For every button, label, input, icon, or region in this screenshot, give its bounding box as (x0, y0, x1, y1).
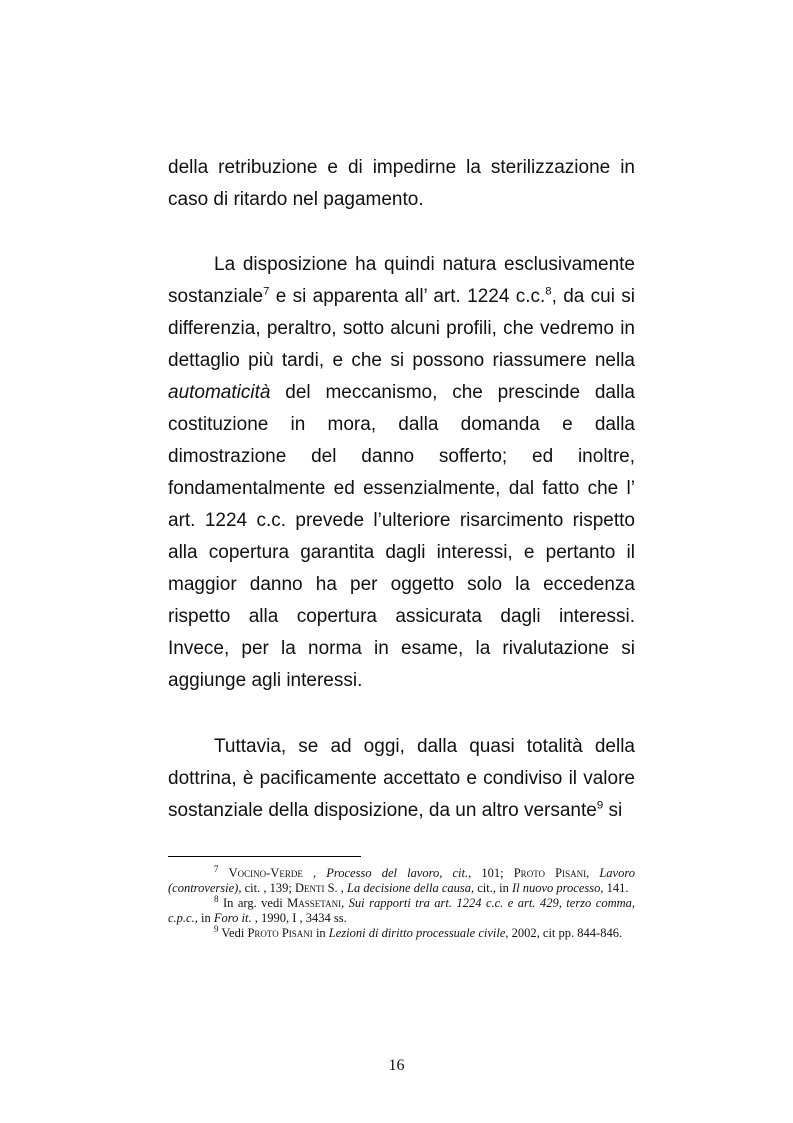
text-span: cit., in (474, 881, 512, 895)
emphasis-automaticita: automaticità (168, 382, 271, 403)
footnote-title: Il nuovo processo, (511, 881, 604, 895)
footnote-7 (168, 863, 636, 896)
text-span: La disposizione ha quindi natura esclusivamente sostanziale (168, 254, 635, 307)
text-span: 2002, cit pp. 844-846. (508, 926, 623, 940)
footnote-ref-9[interactable]: 9 (596, 799, 604, 812)
footnote-author: Proto Pisani (247, 926, 313, 940)
text-span: 141. (603, 881, 629, 895)
footnote-separator (168, 856, 361, 857)
footnote-title: Processo del lavoro, cit., (326, 866, 472, 880)
footnote-title: Lezioni di diritto processuale civile, (328, 926, 509, 940)
text-span: cit. , 139; (241, 881, 295, 895)
text-span: del meccanismo, che prescinde dalla costituzione in mora, dalla domanda e dalla dimostrazione del danno sofferto; ed inoltre, fondamentalmente ed essenzialmente, dal fatto che l’ art. 1224 c.c. prevede l’ulteriore risarcimento rispetto alla copertura garantita dagli interessi, e pertanto il maggior danno ha per oggetto solo la eccedenza rispetto alla copertura assicurata dagli interessi. Invece, per la norma in esame, la rivalutazione si aggiunge agli interessi. (168, 382, 635, 691)
footnote-title: Sui rapporti tra art. 1224 c.c. e art. 429, terzo comma, c.p.c., (168, 896, 635, 925)
text-span: in (197, 911, 214, 925)
paragraph-text (168, 731, 635, 827)
footnote-author: Massetani (287, 896, 342, 910)
footnote-title: Lavoro (controversie), (168, 866, 636, 895)
paragraph-tuttavia (168, 731, 635, 827)
text-span: , (302, 866, 327, 880)
footnotes (168, 863, 636, 941)
text-span: , (586, 866, 600, 880)
footnote-ref-7[interactable]: 7 (263, 285, 270, 298)
footnote-author: Vocino-Verde (228, 866, 303, 880)
footnote-number: 9 (214, 923, 219, 934)
text-span: Vedi (218, 926, 248, 940)
footnote-title: La decisione della causa, (347, 881, 475, 895)
footnote-number: 7 (214, 863, 219, 874)
footnote-8 (168, 893, 635, 926)
footnote-9 (168, 923, 635, 941)
paragraph-text: della retribuzione e di impedirne la sterilizzazione in caso di ritardo nel pagamento. (168, 157, 635, 210)
text-span: In arg. vedi (218, 896, 288, 910)
paragraph-continuation (168, 152, 635, 216)
text-span: , (337, 881, 348, 895)
text-span: , da cui si differenzia, peraltro, sotto alcuni profili, che vedremo in dettaglio più tardi, e che si possono riassumere nella (168, 286, 635, 371)
paragraph-disposizione (168, 249, 635, 697)
text-span: si (603, 800, 623, 821)
footnote-ref-8[interactable]: 8 (545, 285, 552, 298)
text-span: 1990, I , 3434 ss. (257, 911, 347, 925)
text-span: , (341, 896, 349, 910)
text-span: in (312, 926, 329, 940)
footnote-number: 8 (214, 893, 219, 904)
text-span: e si apparenta all’ art. 1224 c.c. (269, 286, 546, 307)
footnote-title: Foro it. , (213, 911, 258, 925)
text-span: 101; (471, 866, 514, 880)
text-span: Tuttavia, se ad oggi, dalla quasi totalità della dottrina, è pacificamente accettato e condiviso il valore sostanziale della disposizione, da un altro versante (168, 736, 635, 821)
footnote-author: Denti S. (294, 881, 338, 895)
footnote-author: Proto Pisani (513, 866, 587, 880)
page-number: 16 (388, 1057, 405, 1074)
paragraph-text (168, 249, 635, 697)
